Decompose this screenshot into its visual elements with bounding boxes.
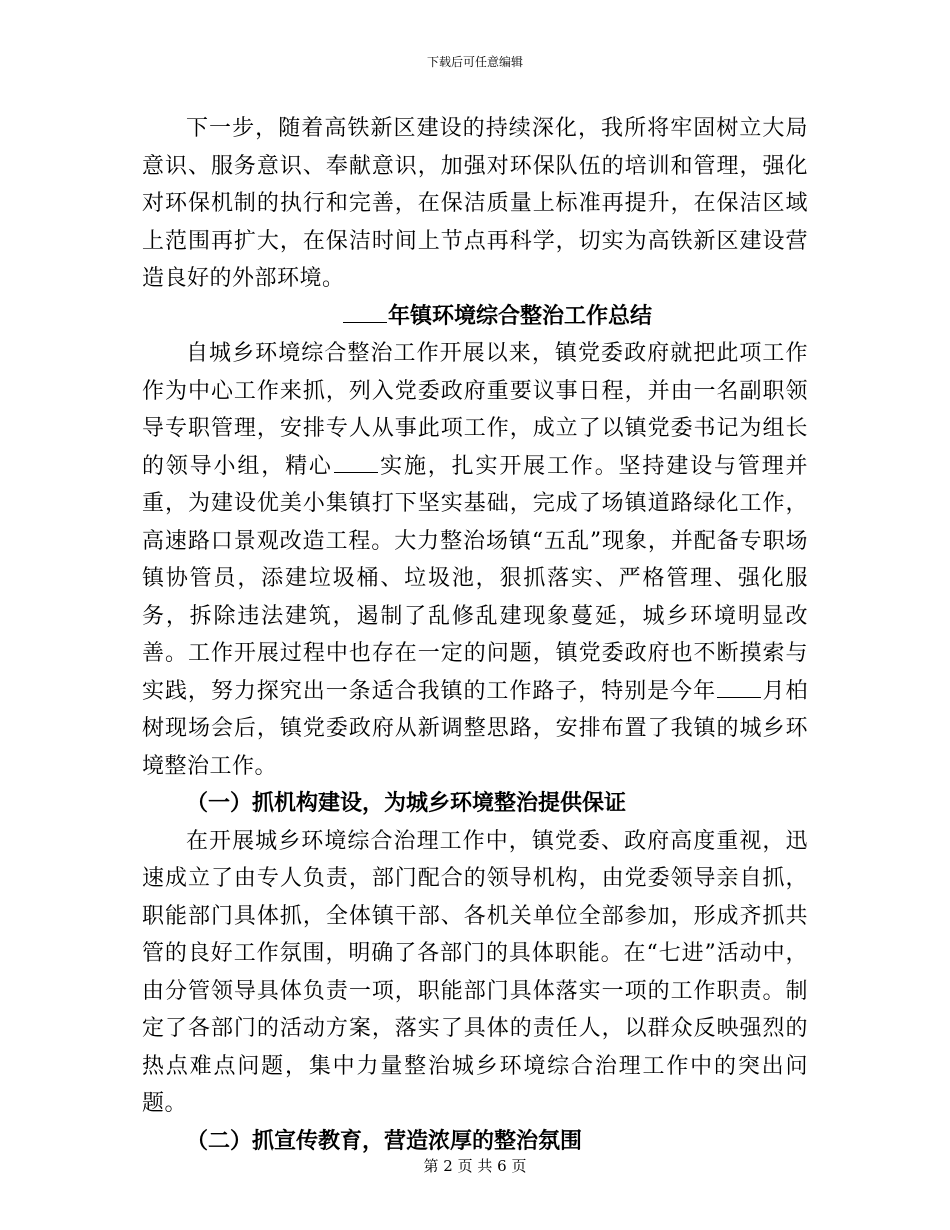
document-body xyxy=(142,110,808,1160)
blank-underline xyxy=(334,471,378,473)
paragraph-overview xyxy=(142,335,808,785)
section-title xyxy=(142,298,808,336)
paragraph-next-steps: 下一步，随着高铁新区建设的持续深化，我所将牢固树立大局意识、服务意识、奉献意识，加强对环保队伍的培训和管理，强化对环保机制的执行和完善，在保洁质量上标准再提升，在保洁区域上范围再扩大，在保洁时间上节点再科学，切实为高铁新区建设营造良好的外部环境。 xyxy=(142,116,808,291)
section-title-text: 年镇环境综合整治工作总结 xyxy=(387,302,652,329)
subheading-publicity: （二）抓宣传教育，营造浓厚的整治氛围 xyxy=(186,1127,583,1154)
page-header-note: 下载后可任意编辑 xyxy=(426,55,523,69)
blank-underline xyxy=(717,696,761,698)
paragraph-organization: 在开展城乡环境综合治理工作中，镇党委、政府高度重视，迅速成立了由专人负责，部门配合的领导机构，由党委领导亲自抓，职能部门具体抓，全体镇干部、各机关单位全部参加，形成齐抓共管的良好工作氛围，明确了各部门的具体职能。在“七进”活动中，由分管领导具体负责一项，职能部门具体落实一项的工作职责。制定了各部门的活动方案，落实了具体的责任人，以群众反映强烈的热点难点问题，集中力量整治城乡环境综合治理工作中的突出问题。 xyxy=(142,828,808,1116)
overview-text-part1: 自城乡环境综合整治工作开展以来，镇党委政府就把此项工作作为中心工作来抓，列入党委政府重要议事日程，并由一名副职领导专职管理，安排专人从事此项工作，成立了以镇党委书记为组长的领导小组，精心 xyxy=(142,341,808,479)
blank-underline xyxy=(343,321,387,323)
overview-text-part3: 月柏树现场会后，镇党委政府从新调整思路，安排布置了我镇的城乡环境整治工作。 xyxy=(142,678,808,779)
page-footer: 第 2 页 共 6 页 xyxy=(423,1157,527,1175)
overview-text-part2: 实施，扎实开展工作。坚持建设与管理并重，为建设优美小集镇打下坚实基础，完成了场镇道路绿化工作，高速路口景观改造工程。大力整治场镇“五乱”现象，并配备专职场镇协管员，添建垃圾桶、垃圾池，狠抓落实、严格管理、强化服务，拆除违法建筑，遏制了乱修乱建现象蔓延，城乡环境明显改善。工作开展过程中也存在一定的问题，镇党委政府也不断摸索与实践，努力探究出一条适合我镇的工作路子，特别是今年 xyxy=(142,453,808,704)
subheading-organization: （一）抓机构建设，为城乡环境整治提供保证 xyxy=(186,790,627,816)
